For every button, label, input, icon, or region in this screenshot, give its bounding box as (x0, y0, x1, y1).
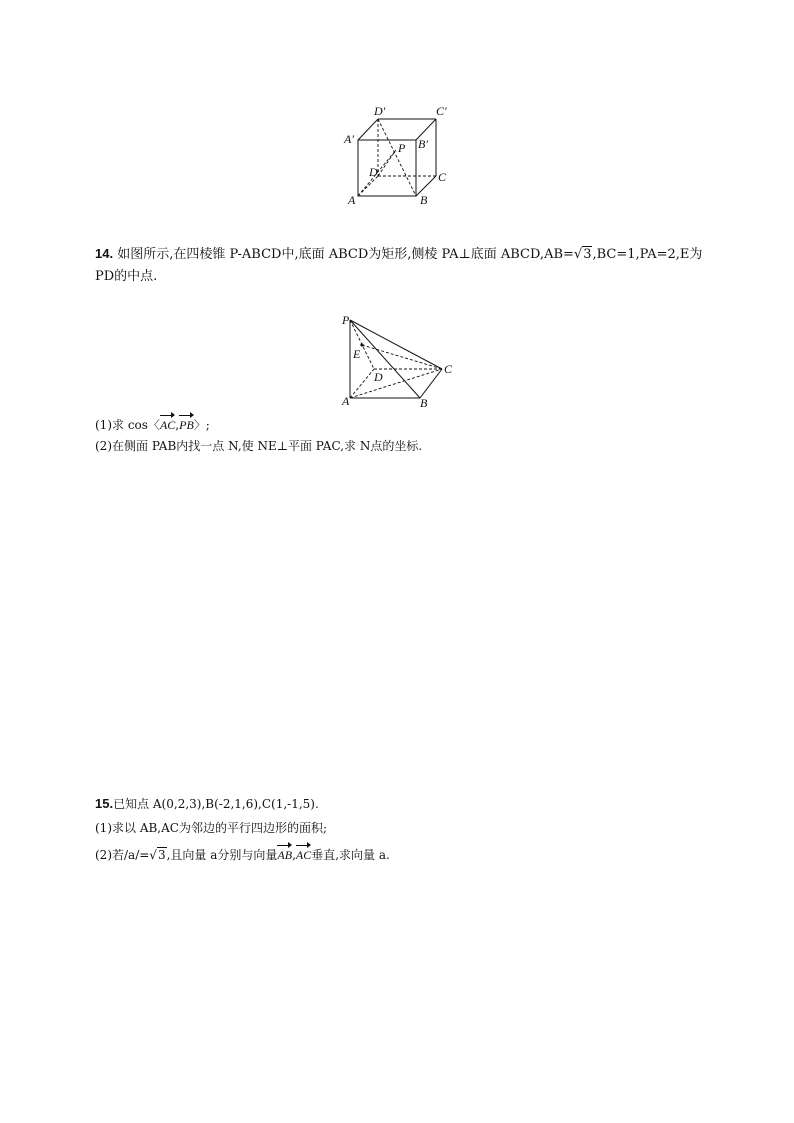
problem14-line1 (95, 245, 702, 264)
label-c: C (444, 362, 453, 376)
sqrt-symbol: √3 (149, 848, 166, 862)
problem15-part2 (95, 843, 390, 864)
label-a-prime: A′ (344, 132, 354, 146)
vector-ac: AC (296, 843, 311, 864)
sqrt-symbol: √3 (573, 247, 592, 262)
part2-prefix: (2)若/a/= (95, 848, 150, 862)
part2-suffix: 垂直,求向量 a. (311, 848, 390, 862)
problem15-number: 15. (95, 796, 114, 811)
problem14-statement-tail: ,BC=1,PA=2,E为 (592, 247, 703, 262)
problem14-part1 (95, 413, 210, 434)
label-e: E (353, 347, 361, 361)
problem14-part2: (2)在侧面 PAB内找一点 N,使 NE⊥平面 PAC,求 N点的坐标. (95, 439, 423, 453)
label-b: B (420, 193, 428, 207)
pyramid-figure (338, 312, 468, 412)
label-b: B (420, 396, 428, 410)
problem15-part1: (1)求以 AB,AC为邻边的平行四边形的面积; (95, 821, 328, 835)
cube-figure (340, 100, 470, 212)
comma: , (292, 848, 296, 862)
problem14-number: 14. (95, 246, 114, 261)
label-c: C (438, 170, 447, 184)
label-a: A (348, 193, 356, 207)
vector-ab: AB (277, 843, 292, 864)
label-d: D (369, 165, 378, 179)
label-p: P (398, 141, 406, 155)
comma: , (175, 418, 180, 432)
rangle: 〉; (193, 418, 210, 432)
problem14-line2: PD的中点. (95, 269, 158, 284)
problem15-line1 (95, 795, 319, 813)
label-p: P (342, 313, 350, 327)
label-d-prime: D′ (374, 104, 386, 118)
label-a: A (342, 394, 350, 408)
langle: 〈 (147, 418, 160, 432)
vector-ac: AC (160, 413, 175, 434)
label-c-prime: C′ (436, 104, 447, 118)
part2-middle: ,且向量 a分别与向量 (166, 848, 278, 862)
part1-prefix: (1)求 cos (95, 418, 148, 432)
label-b-prime: B′ (418, 137, 428, 151)
vector-pb: PB (179, 413, 194, 434)
problem14-statement: 如图所示,在四棱锥 P-ABCD中,底面 ABCD为矩形,侧棱 PA⊥底面 ABCD,AB= (117, 247, 574, 262)
label-d: D (374, 370, 383, 384)
problem15-statement: 已知点 A(0,2,3),B(-2,1,6),C(1,-1,5). (113, 797, 319, 811)
